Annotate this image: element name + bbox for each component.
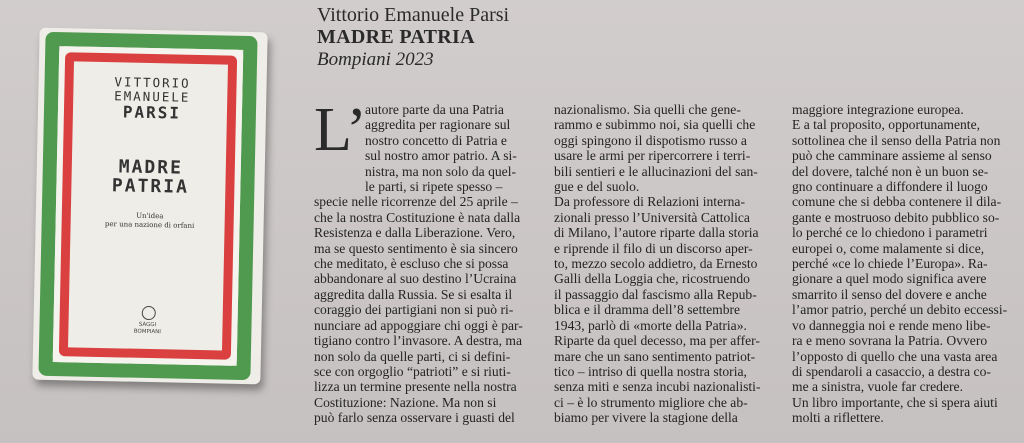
article-line: vo danneggia noi e rende meno libe-: [792, 317, 991, 333]
review-publisher: Bompiani 2023: [317, 49, 434, 70]
article-line: comune che si debba contenere il dila-: [792, 194, 1002, 210]
cover-title-line1: MADRE: [118, 156, 184, 179]
article-line: rammo e subimmo noi, sia quelli che: [554, 117, 756, 133]
article-line: 1943, parlò di «morte della Patria».: [554, 317, 747, 333]
article-line: l’amor patrio, perché un debito eccessi-: [792, 302, 1008, 318]
article-line: smarrito il senso del dovere e anche: [792, 286, 987, 302]
article-line: può che camminare assieme al senso: [792, 148, 992, 164]
article-line: autore parte da una Patria: [365, 102, 504, 117]
article-column-2: [554, 102, 776, 426]
article-line: senza miti e senza incubi nazionalisti-: [554, 379, 761, 395]
article-line: tigiano contro l’invasore. A destra, ma: [314, 333, 523, 349]
article-line: Resistenza e dalla Liberazione. Vero,: [314, 225, 516, 241]
cover-author-middle: EMANUELE: [114, 88, 191, 105]
article-line: coraggio dei partigiani non si può ri-: [314, 302, 514, 318]
article-line: gue e del suolo.: [554, 179, 640, 195]
article-line: aggredita dalla Russia. Se si esalta il: [314, 286, 513, 302]
article-line: gante e mostruoso debito pubblico so-: [792, 209, 1000, 225]
article-line: usare le armi per ripercorrere i terri-: [554, 148, 751, 164]
article-line: nazionalismo. Sia quelli che gene-: [554, 102, 741, 117]
article-line: che meditato, è escluso che si possa: [314, 256, 509, 272]
article-line: nostro concetto di Patria e: [365, 132, 507, 148]
article-column-1: [314, 96, 536, 426]
book-cover: [32, 28, 267, 385]
article-line: non solo da quelle parti, ci si defini-: [314, 348, 511, 364]
article-line: blica e il dramma dell’8 settembre: [554, 302, 741, 318]
article-line: Un libro importante, che si spera aiuti: [792, 394, 998, 410]
article-line: tico – intriso di quella nostra storia,: [554, 363, 747, 379]
article-line: maggiore integrazione europea.: [792, 102, 964, 117]
article-line: mare che un sano sentimento patriot-: [554, 348, 756, 364]
article-line: gno continuare a diffondere il luogo: [792, 179, 988, 195]
cover-series: [119, 321, 175, 336]
article-line: sul nostro amor patrio. A si-: [365, 148, 517, 164]
article-line: ra e meno sovrana la Patria. Ovvero: [792, 333, 988, 349]
article-line: zionali presso l’Università Cattolica: [554, 209, 750, 225]
review-author: Vittorio Emanuele Parsi: [317, 4, 510, 26]
article-line: perché «ce lo chiede l’Europa». Ra-: [792, 256, 988, 272]
cover-text: [76, 74, 227, 231]
article-line: le parti, si ripete spesso –: [365, 179, 503, 195]
cover-author-first: VITTORIO: [114, 74, 191, 91]
article-line: abbandonare al suo destino l’Ucraina: [314, 271, 517, 287]
cover-series-line2: BOMPIANI: [133, 328, 162, 336]
article-line: di Milano, l’autore riparte dalla storia: [554, 225, 759, 241]
article-column-3: [792, 102, 1014, 426]
article-line: lizza un termine presente nella nostra: [314, 379, 517, 395]
article-line: gionare a quel modo significa avere: [792, 271, 987, 287]
article-line: ci – è lo strumento migliore che ab-: [554, 394, 748, 410]
article-line: può farlo senza osservare i guasti del: [314, 410, 515, 426]
article-line: molti a riflettere.: [792, 410, 884, 426]
article-line: europei o, come malamente si dice,: [792, 240, 985, 256]
drop-cap: L’: [314, 96, 367, 164]
review-header: [317, 4, 509, 71]
article-line: e riprende il filo di un discorso aper-: [554, 240, 753, 256]
article-line: ma se questo sentimento è sia sincero: [314, 240, 518, 256]
review-book-title: MADRE PATRIA: [317, 26, 475, 48]
article-line: me a sinistra, vuole far credere.: [792, 379, 963, 395]
article-line: l’opposto di quello che una vasta area: [792, 348, 998, 364]
cover-subtitle-line2: per una nazione di orfani: [104, 220, 195, 230]
article-line: to, mezzo secolo addietro, da Ernesto: [554, 256, 758, 272]
article-line: nistra, ma non solo da quel-: [365, 163, 517, 179]
article-line: aggredita per ragionare sul: [365, 117, 511, 133]
cover-author-last: PARSI: [122, 102, 182, 123]
article-line: di spendaroli a casaccio, a destra co-: [792, 363, 991, 379]
article-line: specie nelle ricorrenze del 25 aprile –: [314, 194, 518, 210]
article-line: sottolinea che il senso della Patria non: [792, 132, 1001, 148]
article-line: che la nostra Costituzione è nata dalla: [314, 209, 521, 225]
article-line: E a tal proposito, opportunamente,: [792, 117, 981, 133]
article-line: Galli della Loggia che, ricostruendo: [554, 271, 750, 287]
cover-series-line1: SAGGI: [138, 321, 157, 329]
article-line: Riparte da quel decesso, ma per affer-: [554, 333, 760, 349]
article-line: lo perché ce lo chiedono i parametri: [792, 225, 988, 241]
article-line: sce con orgoglio “patrioti” e si riuti-: [314, 363, 511, 379]
cover-title-line2: PATRIA: [111, 175, 190, 198]
cover-subtitle-line1: Un'idea: [136, 211, 164, 221]
article-line: Costituzione: Nazione. Ma non si: [314, 394, 497, 410]
article-line: il passaggio dal fascismo alla Repub-: [554, 286, 757, 302]
article-line: biamo per vivere la stagione della: [554, 410, 738, 426]
article-line: del dovere, talché non è un buon se-: [792, 163, 989, 179]
article-line: Da professore di Relazioni interna-: [554, 194, 745, 210]
article-line: oggi spingono il dispotismo russo a: [554, 132, 747, 148]
article-line: nunciare ad appoggiare chi oggi è par-: [314, 317, 523, 333]
article-line: bili sentieri e le allucinazioni del san-: [554, 163, 758, 179]
